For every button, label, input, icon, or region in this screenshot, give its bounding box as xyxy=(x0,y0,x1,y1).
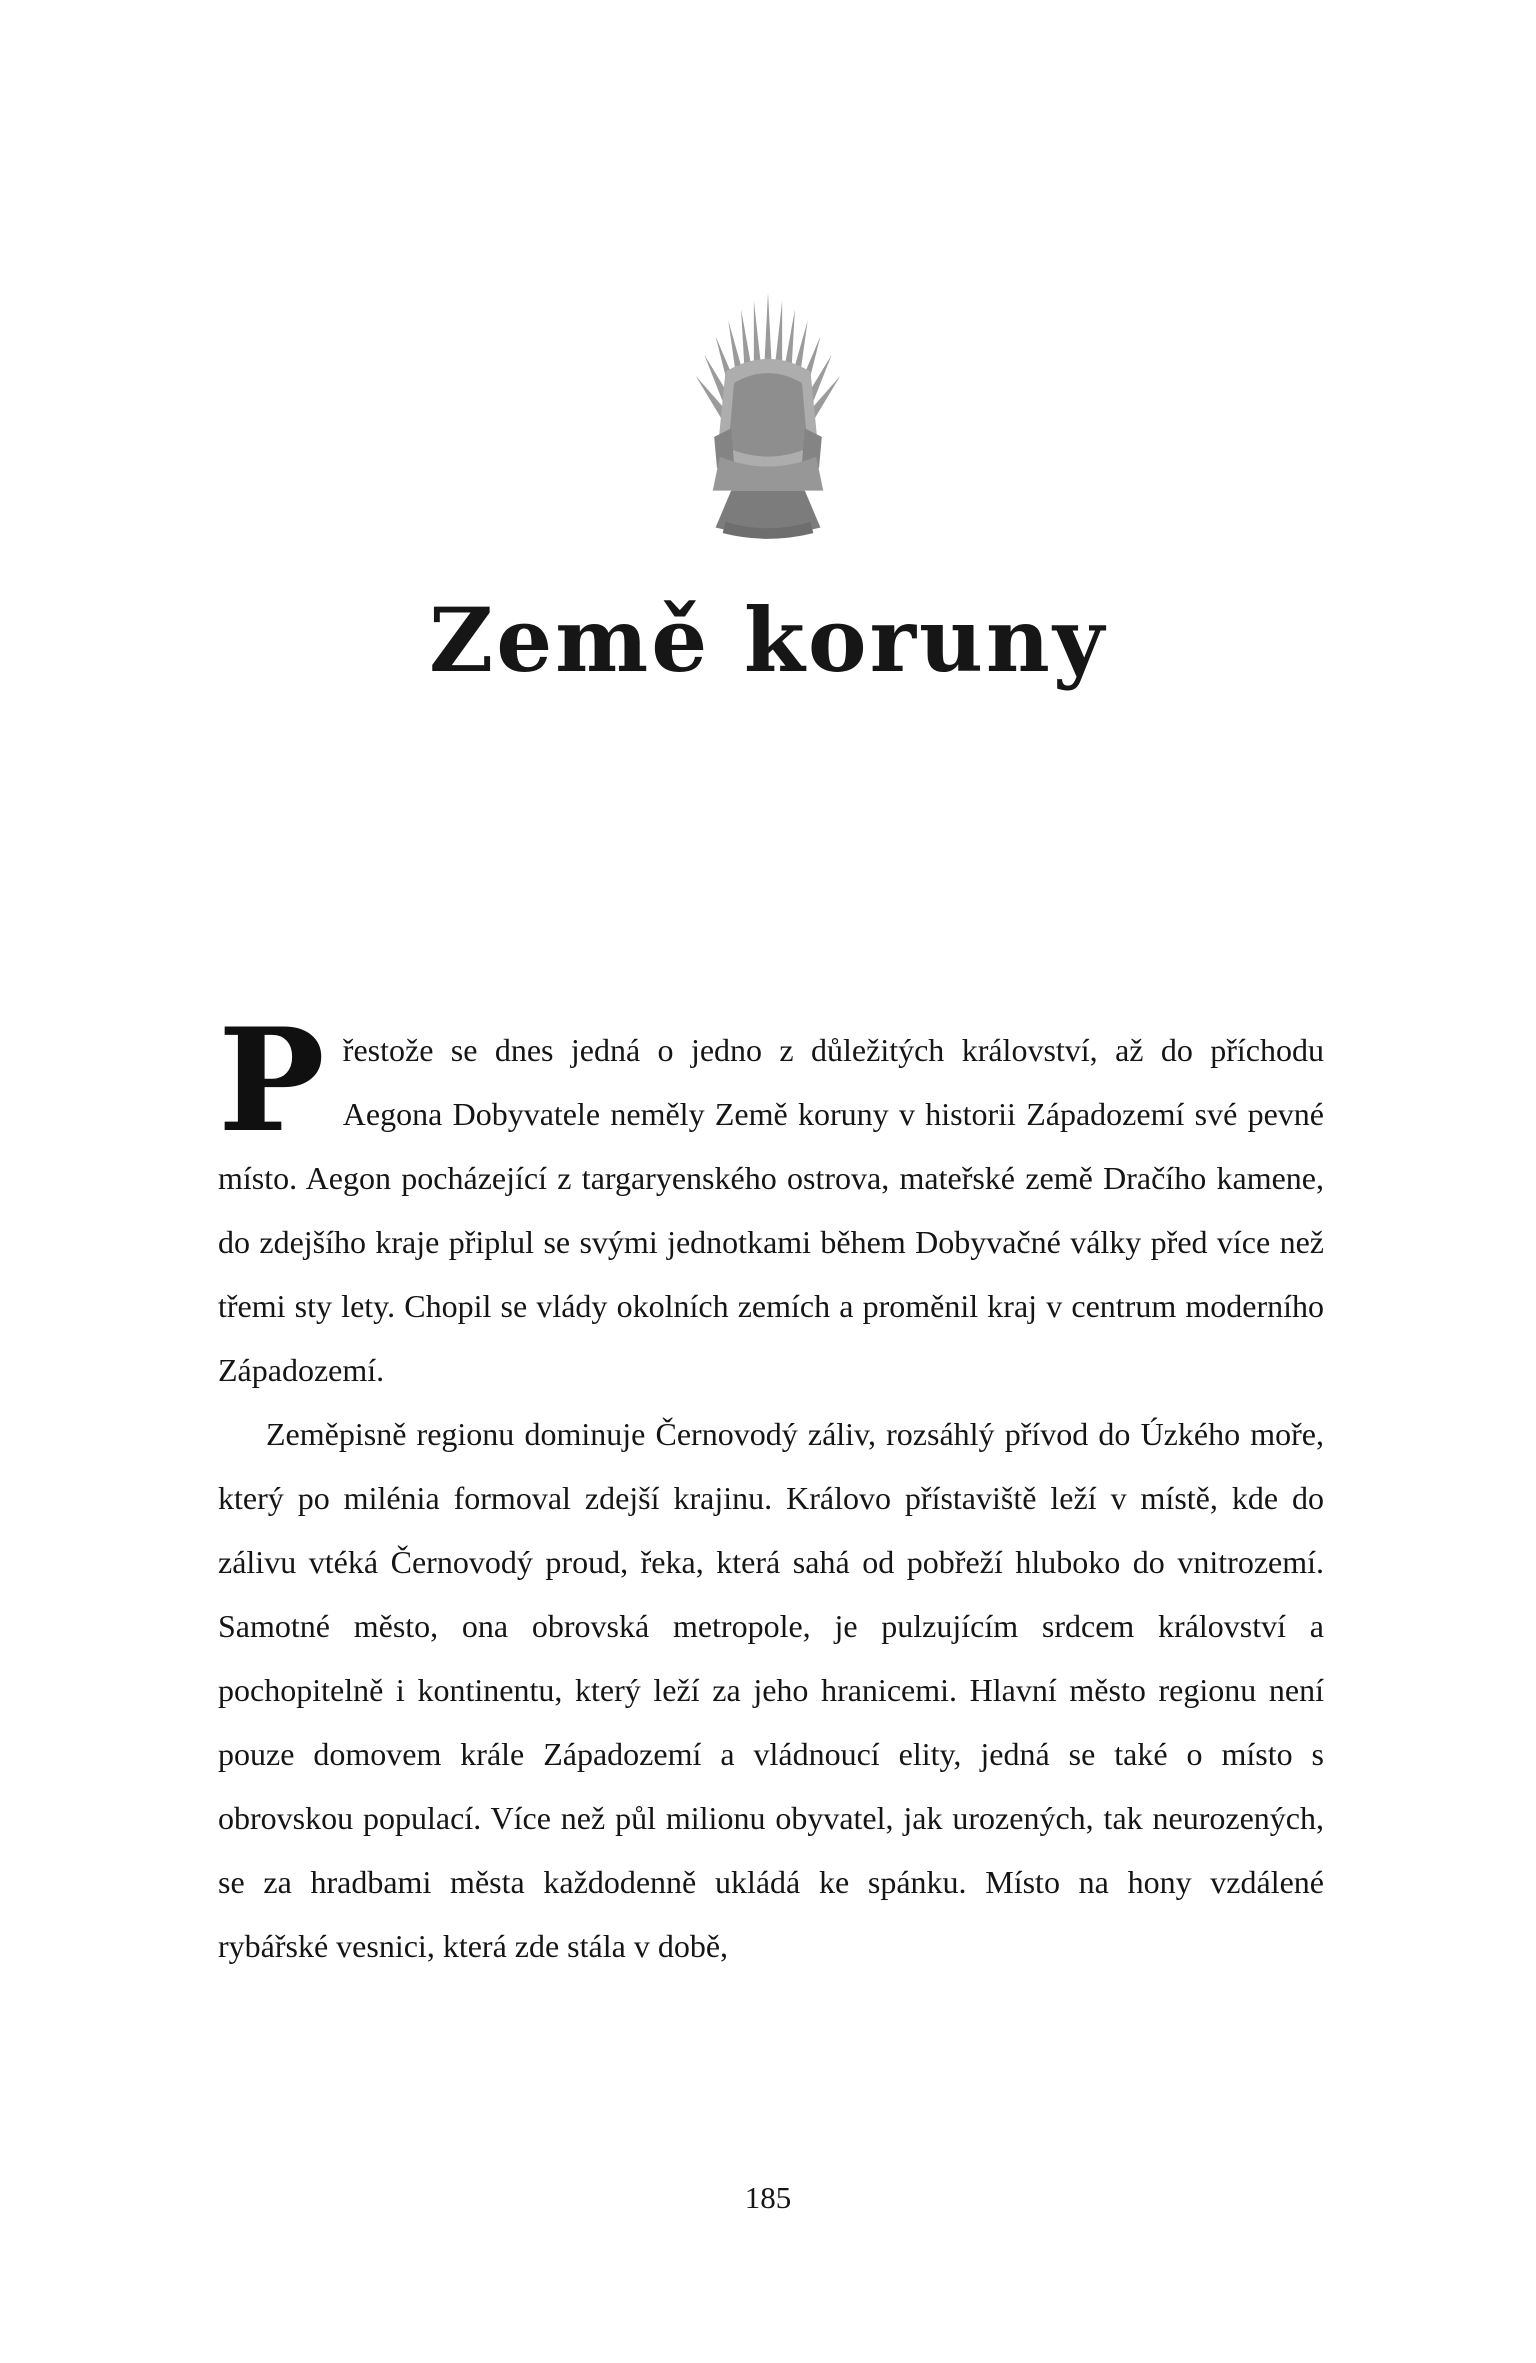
paragraph-1 xyxy=(218,998,1324,1402)
body-text xyxy=(218,998,1324,1978)
drop-cap: P xyxy=(218,998,325,1164)
chapter-title: Země koruny xyxy=(428,588,1108,692)
paragraph-2-text: Zeměpisně regionu dominuje Černovodý záliv, rozsáhlý přívod do Úzkého moře, který po milénia formoval zdejší krajinu. Královo přístaviště leží v místě, kde do zálivu vtéká Černovodý proud, řeka, která sahá od pobřeží hluboko do vnitrozemí. Samotné město, ona obrovská metropole, je pulzujícím srdcem království a pochopitelně i kontinentu, který leží za jeho hranicemi. Hlavní město regionu není pouze domovem krále Západozemí a vládnoucí elity, jedná se také o místo s obrovskou populací. Více než půl milionu obyvatel, jak urozených, tak neurozených, se za hradbami města každodenně ukládá ke spánku. Místo na hony vzdálené rybářské vesnici, která zde stála v době, xyxy=(218,1416,1324,1964)
page-number: 185 xyxy=(744,2180,792,2215)
paragraph-1-text: řestože se dnes jedná o jedno z důležitých království, až do příchodu Aegona Dobyvatele neměly Země koruny v historii Západozemí své pevné místo. Aegon pocházející z targaryenského ostrova, mateřské země Dračího kamene, do zdejšího kraje připlul se svými jednotkami během Dobyvačné války před více než třemi sty lety. Chopil se vlády okolních zemích a proměnil kraj v centrum moderního Západozemí. xyxy=(218,1032,1324,1388)
paragraph-2 xyxy=(218,1402,1324,1978)
iron-throne-illustration xyxy=(683,288,853,546)
